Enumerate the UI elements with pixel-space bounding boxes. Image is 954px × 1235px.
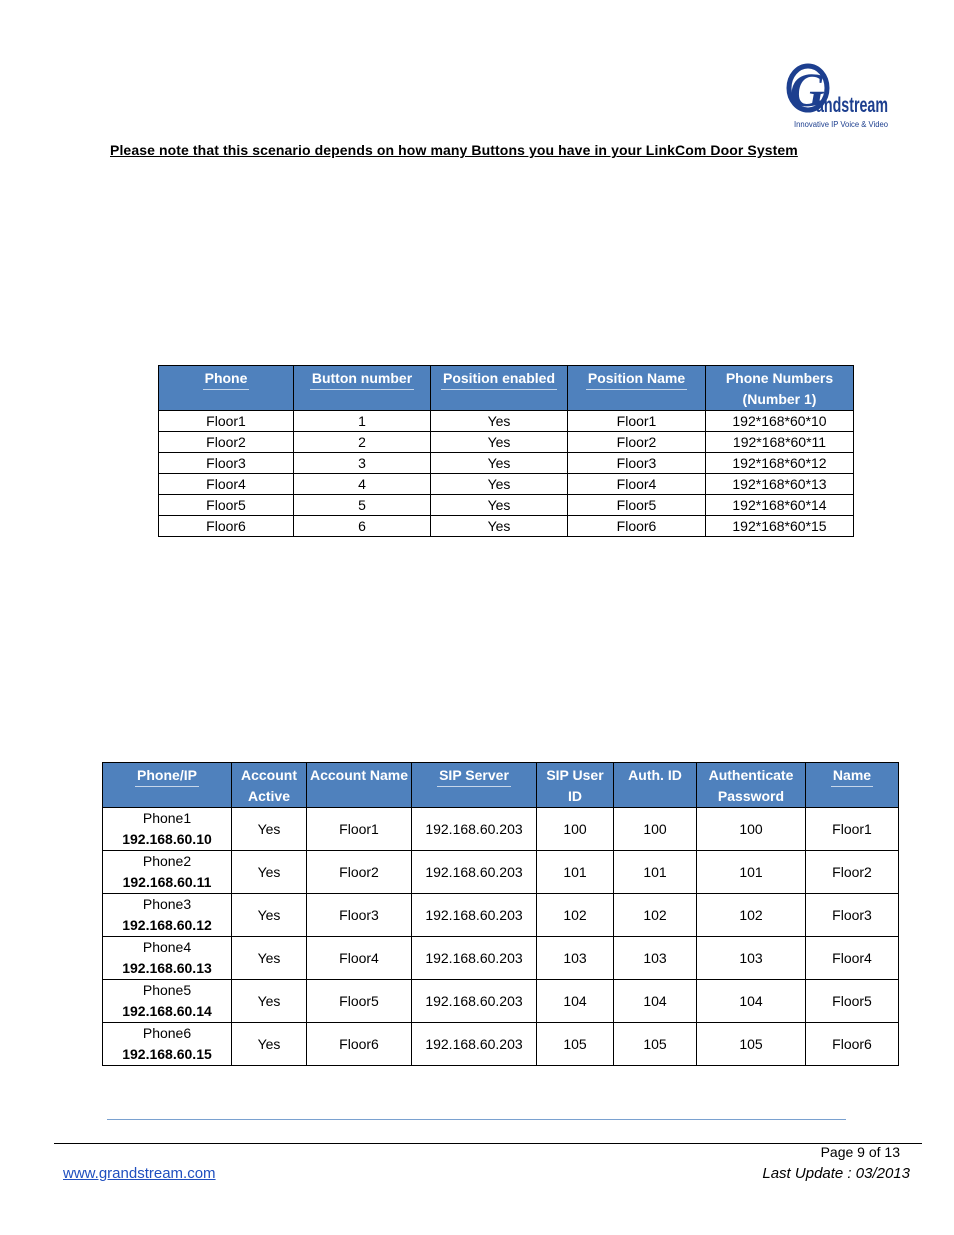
phone-ip-cell (103, 937, 232, 980)
table-cell: 100 (537, 808, 614, 851)
phone-label: Phone1 (142, 810, 192, 826)
table-cell: Floor5 (806, 980, 899, 1023)
table-cell: 105 (614, 1023, 697, 1066)
table-cell: 192.168.60.203 (412, 937, 537, 980)
table-cell: 4 (294, 474, 431, 495)
table-row (159, 516, 854, 537)
phone-label: Phone4 (142, 939, 192, 955)
account-config-table (102, 762, 899, 1066)
table-cell: Floor1 (159, 411, 294, 432)
table-cell: 192*168*60*11 (706, 432, 854, 453)
table-cell: 102 (614, 894, 697, 937)
table-cell: Floor6 (307, 1023, 412, 1066)
grandstream-logo (786, 62, 892, 132)
table-cell: Floor3 (159, 453, 294, 474)
table-cell: Yes (232, 1023, 307, 1066)
table-row (103, 1023, 899, 1066)
last-update: Last Update : 03/2013 (762, 1165, 910, 1182)
col-header-name: Name (806, 763, 899, 808)
table-cell: 102 (697, 894, 806, 937)
page-number: Page 9 of 13 (820, 1144, 900, 1160)
table-row (159, 474, 854, 495)
table-cell: 100 (614, 808, 697, 851)
table-cell: 3 (294, 453, 431, 474)
table-row (159, 495, 854, 516)
ip-address: 192.168.60.13 (122, 960, 212, 976)
table-header-row (103, 763, 899, 808)
col-header-sip-server: SIP Server (412, 763, 537, 808)
table-cell: Yes (431, 411, 568, 432)
table-cell: Floor2 (159, 432, 294, 453)
table-cell: 5 (294, 495, 431, 516)
table-cell: 192.168.60.203 (412, 851, 537, 894)
table-cell: 1 (294, 411, 431, 432)
logo-brand: andstream (816, 94, 888, 117)
ip-address: 192.168.60.11 (122, 874, 212, 890)
table-cell: 192.168.60.203 (412, 808, 537, 851)
table-cell: 101 (537, 851, 614, 894)
table-cell: Yes (232, 851, 307, 894)
table-cell: Floor4 (806, 937, 899, 980)
footer-divider (54, 1143, 922, 1144)
table-cell: Floor6 (159, 516, 294, 537)
table-cell: 102 (537, 894, 614, 937)
table-cell: 103 (614, 937, 697, 980)
col-header-phone: Phone (159, 366, 294, 411)
table-cell: Yes (232, 980, 307, 1023)
table-cell: 105 (537, 1023, 614, 1066)
table-header-row (159, 366, 854, 411)
table-cell: 105 (697, 1023, 806, 1066)
table-row (159, 453, 854, 474)
table-cell: Floor4 (307, 937, 412, 980)
table-cell: 104 (614, 980, 697, 1023)
logo-tagline: Innovative IP Voice & Video (794, 120, 889, 129)
phone-ip-cell (103, 808, 232, 851)
col-header-phone-numbers: Phone Numbers (Number 1) (706, 366, 854, 411)
table-cell: Floor3 (307, 894, 412, 937)
table-cell: 100 (697, 808, 806, 851)
phone-label: Phone3 (142, 896, 192, 912)
table-cell: Floor2 (307, 851, 412, 894)
col-header-account-active: Account Active (232, 763, 307, 808)
website-link[interactable]: www.grandstream.com (63, 1165, 216, 1182)
table-cell: 192*168*60*15 (706, 516, 854, 537)
table-cell: Yes (431, 432, 568, 453)
col-header-position-enabled: Position enabled (431, 366, 568, 411)
table-cell: 192.168.60.203 (412, 894, 537, 937)
table-cell: Yes (232, 808, 307, 851)
table-cell: 101 (614, 851, 697, 894)
footer-divider-blue (107, 1119, 846, 1120)
table-cell: 192.168.60.203 (412, 1023, 537, 1066)
table-cell: 192.168.60.203 (412, 980, 537, 1023)
table-row (103, 937, 899, 980)
button-config-table (158, 365, 854, 537)
table-cell: 192*168*60*13 (706, 474, 854, 495)
col-header-phone-ip: Phone/IP (103, 763, 232, 808)
table-cell: Floor4 (159, 474, 294, 495)
table-cell: Floor5 (307, 980, 412, 1023)
col-header-position-name: Position Name (568, 366, 706, 411)
ip-address: 192.168.60.12 (122, 917, 212, 933)
table-cell: Yes (431, 516, 568, 537)
table-cell: 104 (537, 980, 614, 1023)
table-cell: Yes (232, 937, 307, 980)
ip-address: 192.168.60.10 (122, 831, 212, 847)
table-row (103, 851, 899, 894)
table-cell: Floor3 (568, 453, 706, 474)
phone-label: Phone2 (142, 853, 192, 869)
col-header-authenticate-password: Authenticate Password (697, 763, 806, 808)
table-cell: Yes (232, 894, 307, 937)
phone-ip-cell (103, 851, 232, 894)
table-cell: 2 (294, 432, 431, 453)
table-cell: 192*168*60*14 (706, 495, 854, 516)
phone-label: Phone5 (142, 982, 192, 998)
table-cell: 103 (537, 937, 614, 980)
table-cell: Yes (431, 453, 568, 474)
phone-ip-cell (103, 894, 232, 937)
table-cell: Floor1 (307, 808, 412, 851)
table-cell: Floor1 (806, 808, 899, 851)
table-cell: Floor3 (806, 894, 899, 937)
table-cell: 104 (697, 980, 806, 1023)
table-row (103, 808, 899, 851)
table-row (103, 894, 899, 937)
table-cell: Floor4 (568, 474, 706, 495)
col-header-account-name: Account Name (307, 763, 412, 808)
table-cell: Floor5 (159, 495, 294, 516)
table-cell: 192*168*60*10 (706, 411, 854, 432)
col-header-auth-id: Auth. ID (614, 763, 697, 808)
table-row (159, 411, 854, 432)
col-header-button-number: Button number (294, 366, 431, 411)
phone-ip-cell (103, 980, 232, 1023)
table-cell: Floor2 (806, 851, 899, 894)
table-cell: Yes (431, 474, 568, 495)
scenario-note: Please note that this scenario depends on how many Buttons you have in your LinkCom Door System (110, 142, 798, 158)
col-header-sip-user-id: SIP User ID (537, 763, 614, 808)
logo-letter: G (790, 64, 825, 117)
table-row (103, 980, 899, 1023)
table-row (159, 432, 854, 453)
ip-address: 192.168.60.15 (122, 1046, 212, 1062)
table-cell: 101 (697, 851, 806, 894)
table-cell: 192*168*60*12 (706, 453, 854, 474)
table-cell: Floor6 (806, 1023, 899, 1066)
table-cell: Floor1 (568, 411, 706, 432)
ip-address: 192.168.60.14 (122, 1003, 212, 1019)
table-cell: Floor6 (568, 516, 706, 537)
phone-ip-cell (103, 1023, 232, 1066)
table-cell: Yes (431, 495, 568, 516)
phone-label: Phone6 (142, 1025, 192, 1041)
table-cell: Floor5 (568, 495, 706, 516)
table-cell: Floor2 (568, 432, 706, 453)
table-cell: 103 (697, 937, 806, 980)
table-cell: 6 (294, 516, 431, 537)
